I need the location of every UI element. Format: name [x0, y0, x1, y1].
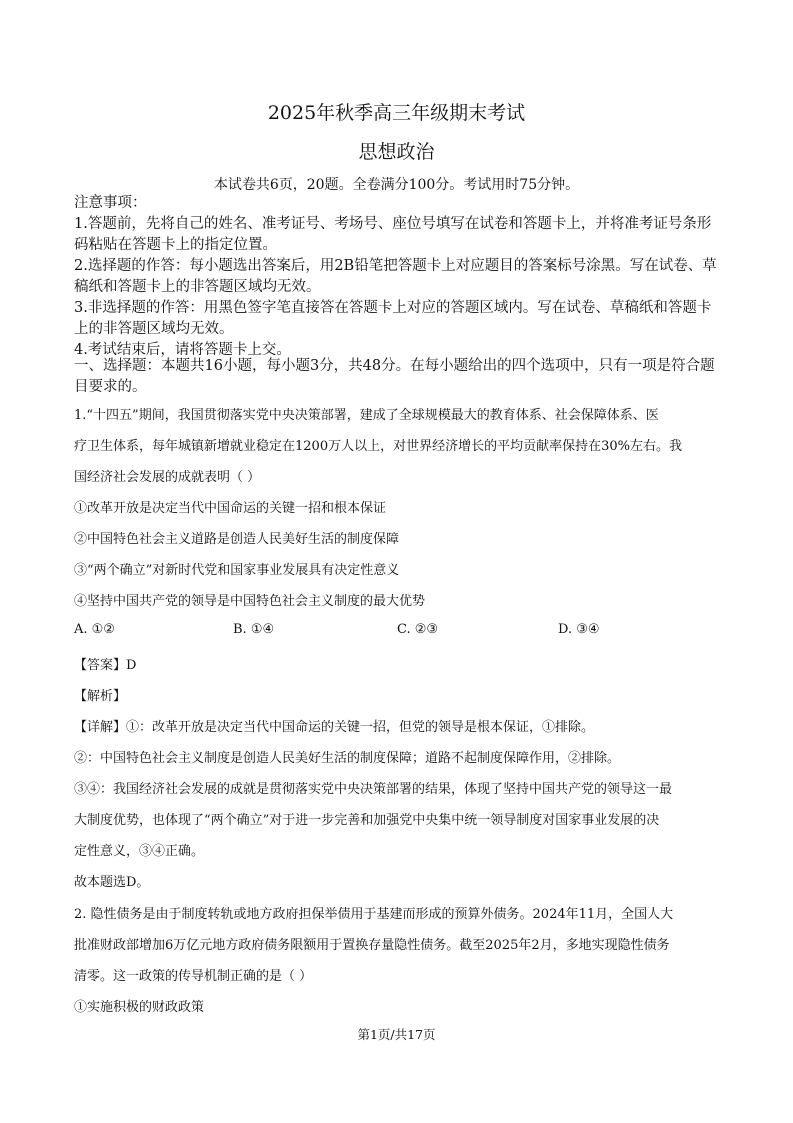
question-stem-line: 清零。这一政策的传导机制正确的是（ ）	[74, 969, 313, 984]
question-stem-line: 批准财政部增加6万亿元地方政府债务限额用于置换存量隐性债务。截至2025年2月，多地实现隐性债务	[74, 938, 670, 953]
option-c: C. ②③	[397, 622, 439, 637]
exam-info: 本试卷共6页，20题。全卷满分100分。考试用时75分钟。	[213, 177, 580, 193]
question-item: ①改革开放是决定当代中国命运的关键一招和根本保证	[74, 501, 387, 516]
question-item: ④坚持中国共产党的领导是中国特色社会主义制度的最大优势	[74, 594, 426, 609]
notice-block	[74, 193, 724, 361]
question-stem-line: 2. 隐性债务是由于制度转轨或地方政府担保举债用于基建而形成的预算外债务。2024年11月，全国人大	[74, 907, 674, 922]
notice-item: 4.考试结束后，请将答题卡上交。	[74, 342, 291, 358]
answer-label: 【答案】D	[74, 658, 137, 673]
notice-item: 3.非选择题的作答：用黑色签字笔直接答在答题卡上对应的答题区域内。写在试卷、草稿纸和答题卡上的非答题区域均无效。	[74, 300, 712, 337]
question-item: ①实施积极的财政政策	[74, 1000, 205, 1015]
notice-item: 2.选择题的作答：每小题选出答案后，用2B铅笔把答题卡上对应题目的答案标号涂黑。写在试卷、草稿纸和答题卡上的非答题区域均无效。	[74, 258, 717, 295]
option-a: A. ①②	[74, 622, 115, 637]
analysis-line: ②：中国特色社会主义制度是创造人民美好生活的制度保障；道路不起制度保障作用，②排除。	[74, 751, 621, 766]
question-stem-line: 疗卫生体系，每年城镇新增就业稳定在1200万人以上，对世界经济增长的平均贡献率保持在30%左右。我	[74, 439, 682, 454]
section-heading: 一、选择题：本题共16小题，每小题3分，共48分。在每小题给出的四个选项中，只有一项是符合题目要求的。	[74, 358, 715, 395]
exam-title: 2025年秋季高三年级期末考试	[267, 102, 526, 124]
analysis-line: 大制度优势，也体现了“两个确立”对于进一步完善和加强党中央集中统一领导制度对国家事业发展的决	[74, 813, 660, 828]
question-item: ③“两个确立”对新时代党和国家事业发展具有决定性意义	[74, 563, 400, 578]
analysis-conclusion: 故本题选D。	[74, 875, 150, 890]
analysis-line: 【详解】①：改革开放是决定当代中国命运的关键一招，但党的领导是根本保证，①排除。	[74, 720, 595, 735]
analysis-line: 定性意义，③④正确。	[74, 844, 205, 859]
analysis-line: ③④：我国经济社会发展的成就是贯彻落实党中央决策部署的结果，体现了坚持中国共产党的领导这一最	[74, 782, 673, 797]
subject-title: 思想政治	[358, 141, 435, 163]
question-2	[74, 899, 724, 1023]
question-item: ②中国特色社会主义道路是创造人民美好生活的制度保障	[74, 532, 400, 547]
question-stem-line: 1.“十四五”期间，我国贯彻落实党中央决策部署，建成了全球规模最大的教育体系、社会保障体系、医	[74, 408, 659, 423]
option-b: B. ①④	[233, 622, 275, 637]
analysis-label: 【解析】	[74, 689, 127, 704]
question-stem-line: 国经济社会发展的成就表明（ ）	[74, 470, 261, 485]
question-1-options	[74, 622, 724, 646]
option-d: D. ③④	[558, 622, 600, 637]
question-1	[74, 400, 724, 617]
notice-item: 1.答题前，先将自己的姓名、准考证号、考场号、座位号填写在试卷和答题卡上，并将准考证号条形码粘贴在答题卡上的指定位置。	[74, 216, 712, 253]
question-1-answer-block	[74, 650, 724, 898]
notice-heading: 注意事项：	[74, 195, 147, 211]
page-footer: 第1页/共17页	[357, 1027, 436, 1042]
